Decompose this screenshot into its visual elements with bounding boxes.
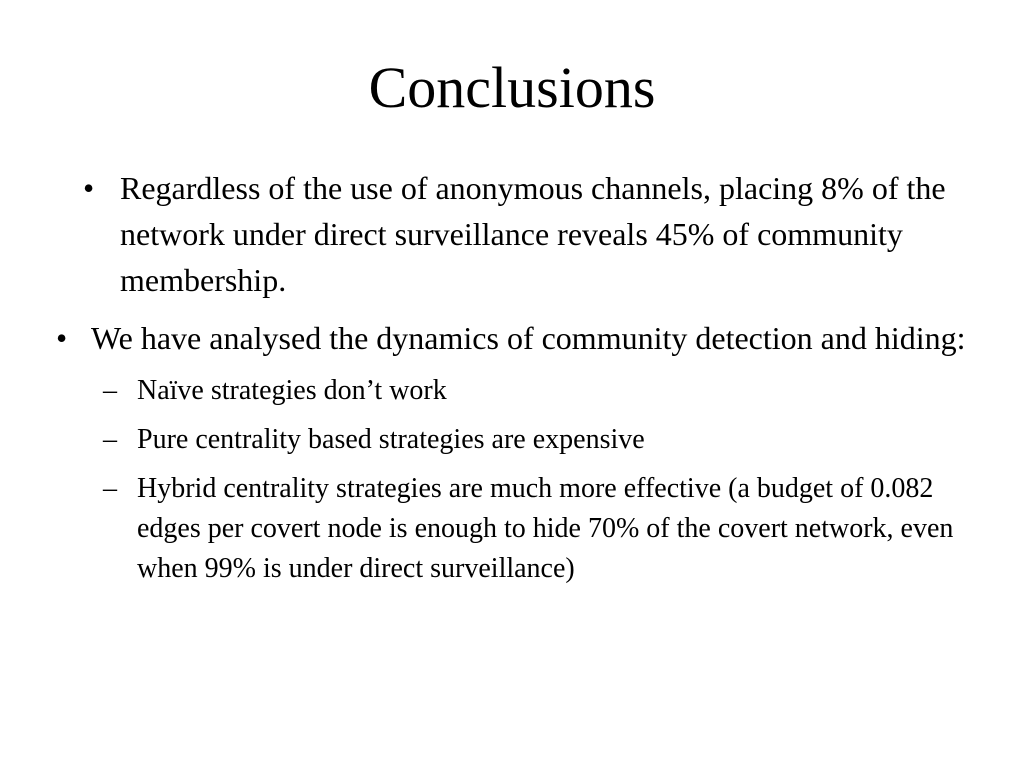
bullet-marker: • (83, 170, 95, 206)
sub-bullet-text: Naïve strategies don’t work (137, 375, 447, 406)
bullet-text: We have analysed the dynamics of community detection and hiding: (91, 320, 966, 356)
sub-bullet-marker: – (103, 473, 117, 504)
sub-bullet-marker: – (103, 375, 117, 406)
bullet-text: Regardless of the use of anonymous channels, placing 8% of the network under direct surveillance reveals 45% of community membership. (120, 170, 946, 298)
bullet-item (54, 165, 974, 303)
sub-bullet-item (54, 469, 974, 589)
bullet-marker: • (56, 320, 68, 356)
sub-bullet-list (54, 371, 974, 589)
slide-body (54, 165, 974, 598)
slide-title: Conclusions (368, 55, 656, 120)
sub-bullet-marker: – (103, 424, 117, 455)
sub-bullet-text: Hybrid centrality strategies are much more effective (a budget of 0.082 edges per covert node is enough to hide 70% of the covert network, even when 99% is under direct surveillance) (137, 473, 954, 584)
sub-bullet-item (54, 371, 974, 411)
sub-bullet-text: Pure centrality based strategies are expensive (137, 424, 645, 455)
bullet-item (54, 315, 974, 361)
sub-bullet-item (54, 420, 974, 460)
